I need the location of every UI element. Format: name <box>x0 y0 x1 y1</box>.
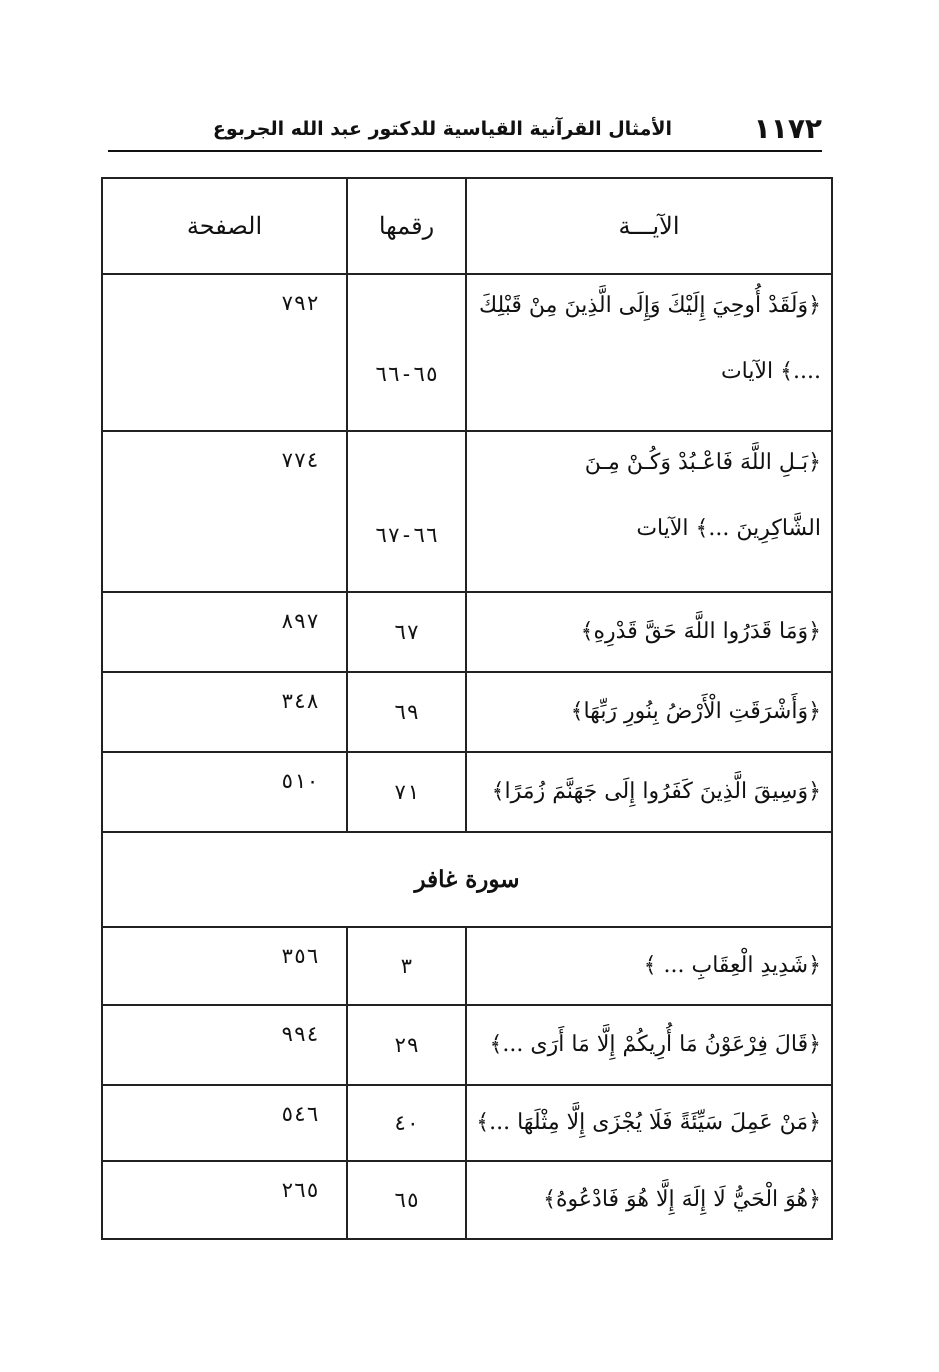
column-header-page: الصفحة <box>102 178 347 274</box>
page-number-value: ٧٩٢ <box>281 291 319 315</box>
page-number-value: ٥٤٦ <box>281 1102 319 1126</box>
table-header-row <box>102 178 832 274</box>
page-number-value: ٩٩٤ <box>281 1022 319 1046</box>
verse-number-cell: ٦٦-٦٧ <box>347 431 466 592</box>
page-header <box>108 112 822 152</box>
verse-cell: ﴿وَأَشْرَقَتِ الْأَرْضُ بِنُورِ رَبِّهَا﴾ <box>466 672 832 752</box>
verse-cell <box>466 274 832 431</box>
table-row <box>102 672 832 752</box>
verse-number-cell: ٣ <box>347 927 466 1005</box>
page-cell <box>102 1085 347 1161</box>
verse-number-cell: ٧١ <box>347 752 466 832</box>
page-cell <box>102 927 347 1005</box>
verse-text: ﴿وَلَقَدْ أُوحِيَ إِلَيْكَ وَإِلَى الَّذِينَ مِنْ قَبْلِكَ <box>478 293 821 318</box>
page-cell <box>102 672 347 752</box>
page-number: ١١٧٢ <box>753 112 822 145</box>
page-cell <box>102 431 347 592</box>
verse-number-cell: ٦٧ <box>347 592 466 672</box>
page-cell <box>102 592 347 672</box>
verse-text: ﴿بَـلِ اللَّهَ فَاعْـبُدْ وَكُـنْ مِـنَ <box>584 450 821 475</box>
column-header-number: رقمها <box>347 178 466 274</box>
running-title: الأمثال القرآنية القياسية للدكتور عبد الله الجربوع <box>212 118 672 140</box>
verse-cell: ﴿هُوَ الْحَيُّ لَا إِلَهَ إِلَّا هُوَ فَادْعُوهُ﴾ <box>466 1161 832 1239</box>
verse-number-cell: ٢٩ <box>347 1005 466 1085</box>
verse-cell: ﴿وَمَا قَدَرُوا اللَّهَ حَقَّ قَدْرِهِ﴾ <box>466 592 832 672</box>
table-row <box>102 1005 832 1085</box>
verse-cell: ﴿مَنْ عَمِلَ سَيِّئَةً فَلَا يُجْزَى إِلَّا مِثْلَهَا ...﴾ <box>466 1085 832 1161</box>
table-row <box>102 1085 832 1161</box>
verse-cell: ﴿قَالَ فِرْعَوْنُ مَا أُرِيكُمْ إِلَّا مَا أَرَى ...﴾ <box>466 1005 832 1085</box>
table-row <box>102 431 832 592</box>
page-number-value: ٧٧٤ <box>281 448 319 472</box>
verse-number-cell: ٦٥ <box>347 1161 466 1239</box>
page-cell <box>102 752 347 832</box>
verse-text-continuation: ....﴾ الآيات <box>720 359 821 384</box>
verse-cell: ﴿وَسِيقَ الَّذِينَ كَفَرُوا إِلَى جَهَنَّمَ زُمَرًا﴾ <box>466 752 832 832</box>
verse-number-cell: ٦٩ <box>347 672 466 752</box>
column-header-verse: الآيـــة <box>466 178 832 274</box>
verse-cell: ﴿شَدِيدِ الْعِقَابِ ... ﴾ <box>466 927 832 1005</box>
verse-number-cell: ٦٥-٦٦ <box>347 274 466 431</box>
header-rule <box>108 150 822 152</box>
surah-heading-row <box>102 832 832 927</box>
table-row <box>102 927 832 1005</box>
table-row <box>102 274 832 431</box>
table-row <box>102 1161 832 1239</box>
page-number-value: ٨٩٧ <box>281 609 319 633</box>
page-number-value: ٣٤٨ <box>281 689 319 713</box>
table-row <box>102 752 832 832</box>
page-cell <box>102 1161 347 1239</box>
verse-text-continuation: الشَّاكِرِينَ ...﴾ الآيات <box>636 516 821 541</box>
verse-cell <box>466 431 832 592</box>
page-number-value: ٥١٠ <box>281 769 319 793</box>
page-cell <box>102 1005 347 1085</box>
verse-index-table <box>101 177 833 1240</box>
page-number-value: ٣٥٦ <box>281 944 319 968</box>
verse-number-cell: ٤٠ <box>347 1085 466 1161</box>
page-number-value: ٢٦٥ <box>281 1178 319 1202</box>
page-cell <box>102 274 347 431</box>
surah-heading: سورة غافر <box>102 832 832 927</box>
table-row <box>102 592 832 672</box>
